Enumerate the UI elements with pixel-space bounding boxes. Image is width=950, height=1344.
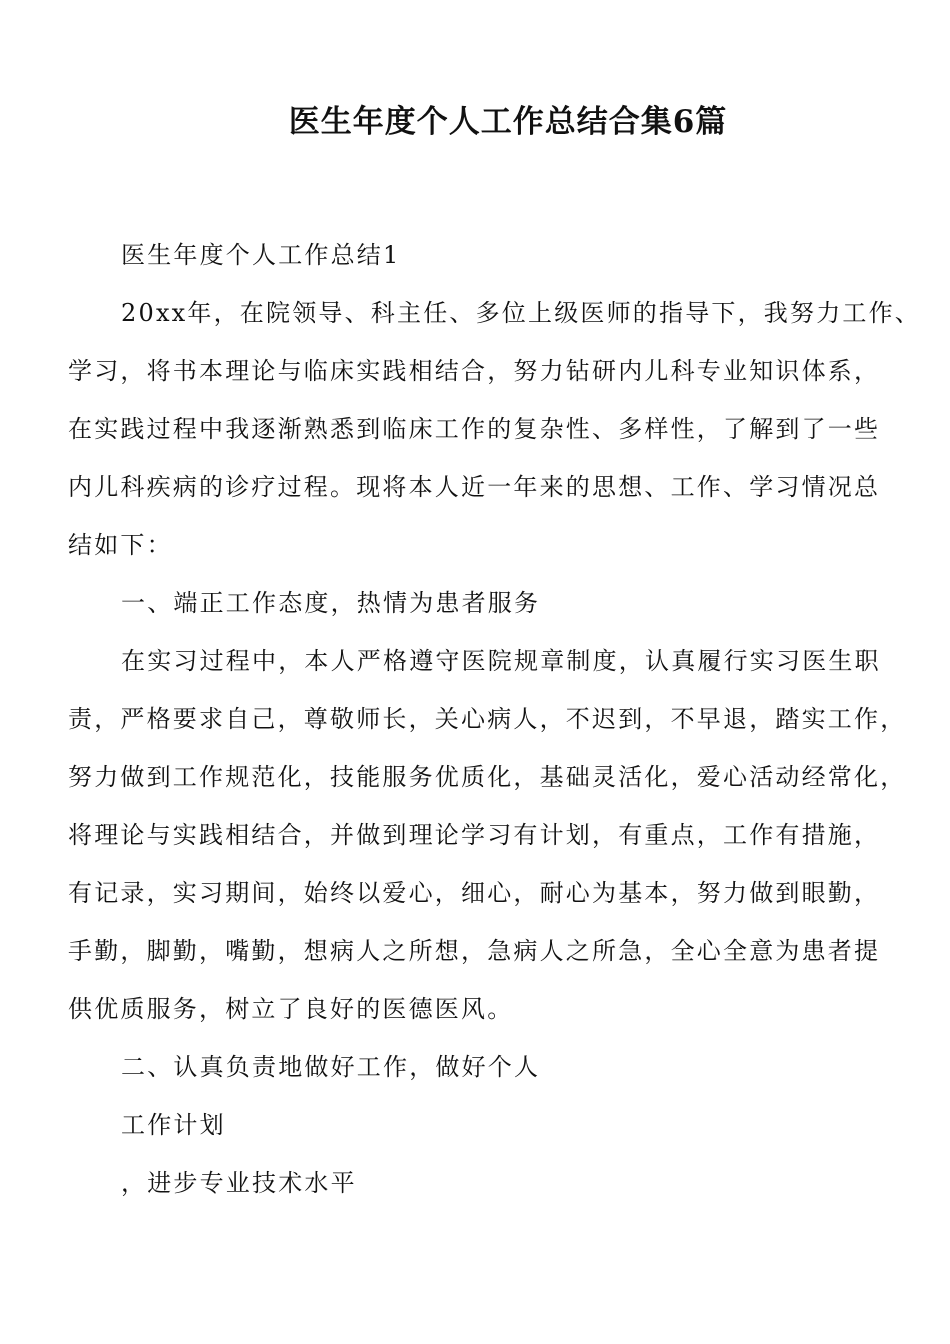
paragraph-line: 供优质服务，树立了良好的医德医风。 xyxy=(68,995,514,1023)
document-body xyxy=(68,226,922,1212)
paragraph-line: 责，严格要求自己，尊敬师长，关心病人，不迟到，不早退，踏实工作， xyxy=(68,705,907,733)
paragraph-line: 在实践过程中我逐渐熟悉到临床工作的复杂性、多样性，了解到了一些 xyxy=(68,415,881,443)
paragraph-line: 工作计划 xyxy=(121,1111,226,1139)
section-heading: 医生年度个人工作总结1 xyxy=(121,241,401,269)
paragraph-line: 有记录，实习期间，始终以爱心，细心，耐心为基本，努力做到眼勤， xyxy=(68,879,881,907)
section-heading: 二、认真负责地做好工作，做好个人 xyxy=(121,1053,541,1081)
paragraph-line: ，进步专业技术水平 xyxy=(121,1169,357,1197)
paragraph-line: 将理论与实践相结合，并做到理论学习有计划，有重点，工作有措施， xyxy=(68,821,881,849)
paragraph-line: 努力做到工作规范化，技能服务优质化，基础灵活化，爱心活动经常化， xyxy=(68,763,907,791)
paragraph-line: 20xx年，在院领导、科主任、多位上级医师的指导下，我努力工作、 xyxy=(121,299,922,327)
paragraph-line: 手勤，脚勤，嘴勤，想病人之所想，急病人之所急，全心全意为患者提 xyxy=(68,937,881,965)
document-title: 医生年度个人工作总结合集6篇 xyxy=(288,104,728,140)
paragraph-line: 内儿科疾病的诊疗过程。现将本人近一年来的思想、工作、学习情况总 xyxy=(68,473,881,501)
paragraph-line: 学习，将书本理论与临床实践相结合，努力钻研内儿科专业知识体系， xyxy=(68,357,881,385)
paragraph-line: 在实习过程中，本人严格遵守医院规章制度，认真履行实习医生职 xyxy=(121,647,881,675)
section-heading: 一、端正工作态度，热情为患者服务 xyxy=(121,589,541,617)
paragraph-line: 结如下： xyxy=(68,531,173,559)
